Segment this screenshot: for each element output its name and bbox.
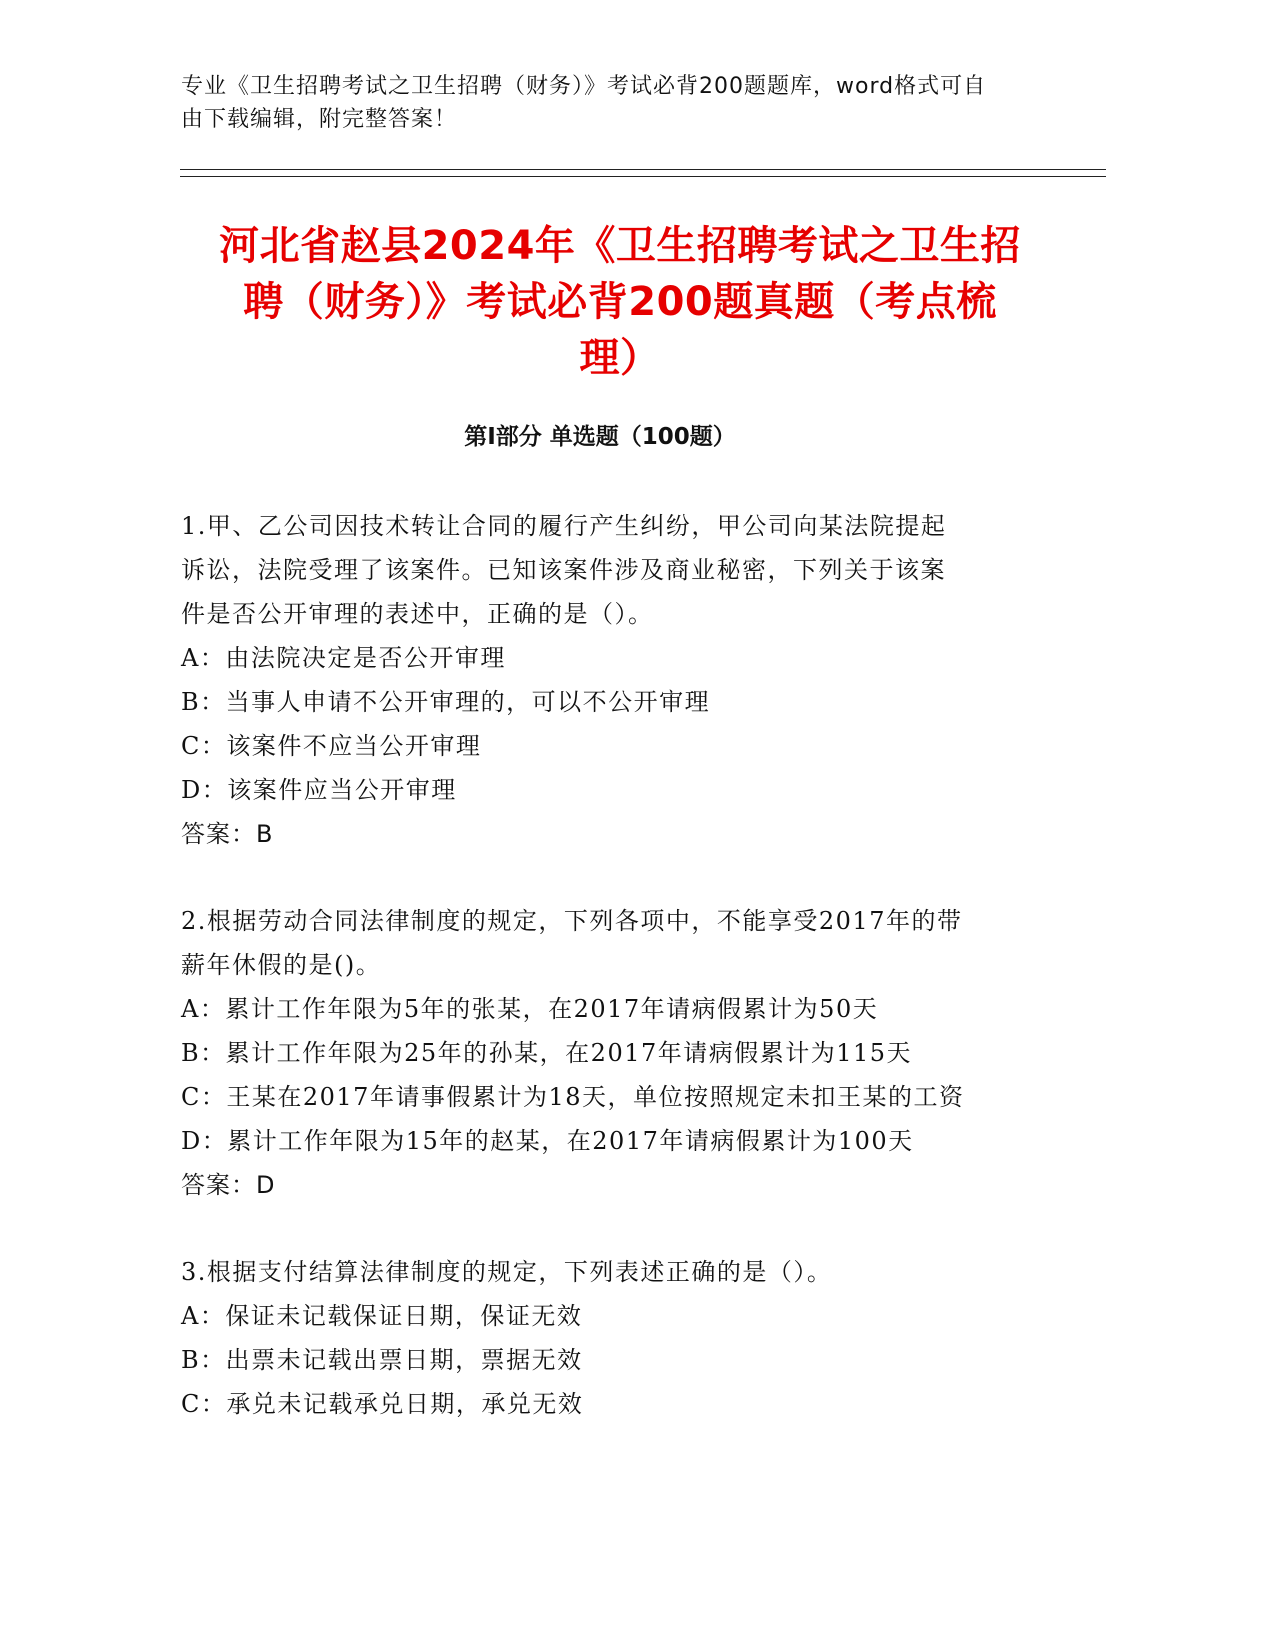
header-note-line1: 专业《卫生招聘考试之卫生招聘（财务）》考试必背200题题库，word格式可自	[181, 74, 987, 99]
header-divider-top	[180, 169, 1106, 170]
answer-label: 答案：D	[181, 1171, 276, 1199]
question-stem	[181, 1250, 1031, 1294]
option-a: A：保证未记载保证日期，保证无效	[181, 1302, 583, 1330]
question-1	[181, 504, 1031, 856]
question-list	[181, 504, 1031, 1469]
answer-label: 答案：B	[181, 820, 274, 848]
question-stem-line: 2.根据劳动合同法律制度的规定，下列各项中，不能享受2017年的带	[181, 907, 963, 935]
question-stem-line: 件是否公开审理的表述中，正确的是（）。	[181, 600, 654, 628]
question-2	[181, 899, 1031, 1207]
option-b: B：出票未记载出票日期，票据无效	[181, 1346, 583, 1374]
option-b: B：当事人申请不公开审理的，可以不公开审理	[181, 688, 711, 716]
header-note-line2: 由下载编辑，附完整答案！	[181, 107, 458, 132]
document-title	[150, 218, 1090, 386]
document-title-line1: 河北省赵县2024年《卫生招聘考试之卫生招	[219, 223, 1021, 269]
option-d: D：该案件应当公开审理	[181, 776, 457, 804]
option-b: B：累计工作年限为25年的孙某，在2017年请病假累计为115天	[181, 1039, 913, 1067]
question-stem	[181, 899, 1031, 987]
question-stem	[181, 504, 1031, 636]
question-3	[181, 1250, 1031, 1426]
option-d: D：累计工作年限为15年的赵某，在2017年请病假累计为100天	[181, 1127, 914, 1155]
header-divider-bottom	[180, 176, 1106, 177]
option-c: C：该案件不应当公开审理	[181, 732, 482, 760]
option-a: A：由法院决定是否公开审理	[181, 644, 506, 672]
section-title: 第Ⅰ部分 单选题（100题）	[464, 424, 736, 450]
question-stem-line: 1.甲、乙公司因技术转让合同的履行产生纠纷，甲公司向某法院提起	[181, 512, 947, 540]
document-title-line3: 理）	[579, 335, 661, 381]
question-stem-line: 诉讼，法院受理了该案件。已知该案件涉及商业秘密，下列关于该案	[181, 556, 946, 584]
option-a: A：累计工作年限为5年的张某，在2017年请病假累计为50天	[181, 995, 879, 1023]
option-c: C：承兑未记载承兑日期，承兑无效	[181, 1390, 584, 1418]
question-stem-line: 薪年休假的是()。	[181, 951, 382, 979]
question-stem-line: 3.根据支付结算法律制度的规定，下列表述正确的是（）。	[181, 1258, 833, 1286]
document-title-line2: 聘（财务）》考试必背200题真题（考点梳	[243, 279, 997, 325]
header-note	[181, 70, 1041, 136]
option-c: C：王某在2017年请事假累计为18天，单位按照规定未扣王某的工资	[181, 1083, 965, 1111]
